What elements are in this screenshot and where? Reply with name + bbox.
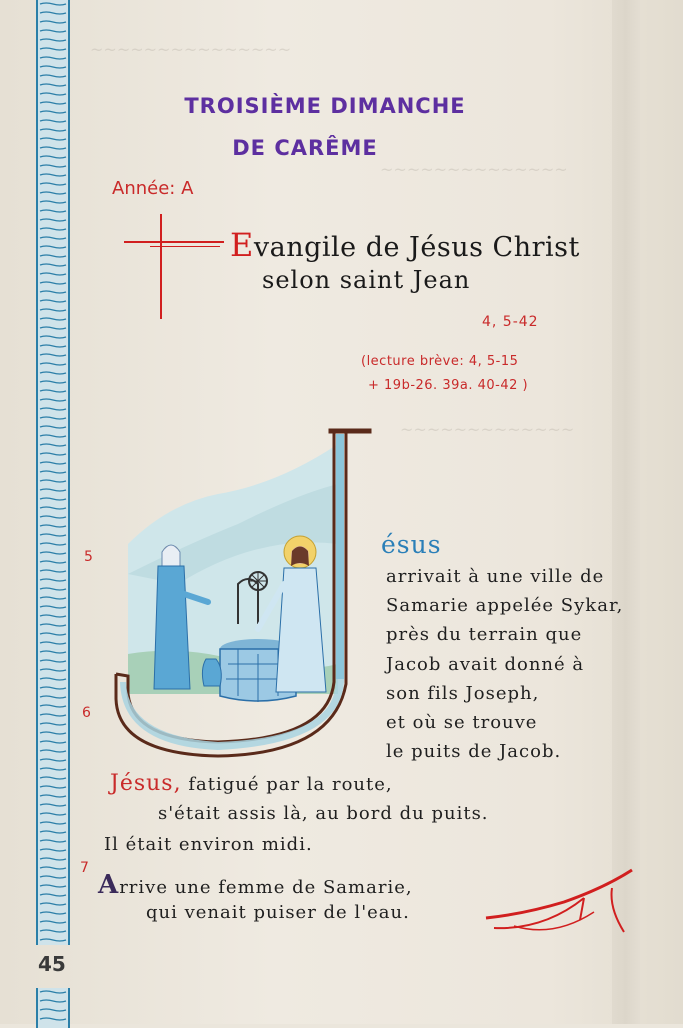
wave-line xyxy=(40,219,66,221)
wave-line xyxy=(40,894,66,896)
paragraph2-line1-text: fatigué par la route, xyxy=(181,774,393,795)
text-line-6: et où se trouve xyxy=(386,712,538,733)
wave-line xyxy=(40,390,66,392)
wave-line xyxy=(40,1009,66,1011)
red-flourish-ornament xyxy=(484,868,634,940)
wave-line xyxy=(40,480,66,482)
wave-line xyxy=(40,759,66,761)
wave-line xyxy=(40,723,66,725)
wave-line xyxy=(40,831,66,833)
wave-line xyxy=(40,372,66,374)
paragraph3-line1-text: rrive une femme de Samarie, xyxy=(119,877,413,898)
wave-line xyxy=(40,237,66,239)
page-number: 45 xyxy=(38,952,66,976)
wave-line xyxy=(40,678,66,680)
wave-line xyxy=(40,597,66,599)
wave-line xyxy=(40,606,66,608)
wave-line xyxy=(40,183,66,185)
wave-line xyxy=(40,813,66,815)
wave-line xyxy=(40,669,66,671)
paragraph2-initial: Jésus, xyxy=(110,771,182,796)
wave-line xyxy=(40,687,66,689)
bleed-through-text: ~~~~~~~~~~~~~ xyxy=(400,420,575,439)
wave-line xyxy=(40,363,66,365)
wave-line xyxy=(40,462,66,464)
short-reading-line2: + 19b-26. 39a. 40-42 ) xyxy=(368,378,529,393)
verse-number-7: 7 xyxy=(80,860,89,876)
wave-line xyxy=(40,570,66,572)
wave-line xyxy=(40,714,66,716)
scripture-reference: 4, 5-42 xyxy=(482,314,539,330)
wave-line xyxy=(40,174,66,176)
wave-line xyxy=(40,471,66,473)
wave-pattern xyxy=(38,988,68,1028)
flourish-stroke-4 xyxy=(514,912,594,930)
wave-line xyxy=(40,750,66,752)
wave-line xyxy=(40,696,66,698)
wave-line xyxy=(40,435,66,437)
wave-line xyxy=(40,939,66,941)
wave-line xyxy=(40,273,66,275)
wave-line xyxy=(40,282,66,284)
wave-line xyxy=(40,768,66,770)
text-line-1: arrivait à une ville de xyxy=(386,566,605,587)
wave-line xyxy=(40,264,66,266)
wave-line xyxy=(40,39,66,41)
wave-line xyxy=(40,561,66,563)
wave-line xyxy=(40,786,66,788)
paragraph2-line3: Il était environ midi. xyxy=(104,834,313,855)
wave-line xyxy=(40,21,66,23)
paragraph3-initial: A xyxy=(98,870,120,900)
wave-line xyxy=(40,30,66,32)
wave-line xyxy=(40,408,66,410)
wave-line xyxy=(40,318,66,320)
wave-line xyxy=(40,777,66,779)
wave-line xyxy=(40,991,66,993)
verse-number-5: 5 xyxy=(84,549,93,565)
wave-line xyxy=(40,876,66,878)
text-line-7: le puits de Jacob. xyxy=(386,741,562,762)
wave-line xyxy=(40,849,66,851)
short-reading-line1: (lecture brève: 4, 5-15 xyxy=(361,354,519,369)
wave-line xyxy=(40,300,66,302)
jesus-heading-word: ésus xyxy=(381,530,442,559)
wave-line xyxy=(40,3,66,5)
wave-line xyxy=(40,57,66,59)
wave-line xyxy=(40,453,66,455)
wave-line xyxy=(40,930,66,932)
wave-line xyxy=(40,417,66,419)
sunday-title-line2: DE CARÊME xyxy=(232,136,378,160)
paragraph2-line1 xyxy=(110,771,393,796)
flourish-stroke-1 xyxy=(486,870,632,918)
text-line-5: son fils Joseph, xyxy=(386,683,540,704)
wave-line xyxy=(40,489,66,491)
wave-line xyxy=(40,552,66,554)
wave-line xyxy=(40,48,66,50)
wave-line xyxy=(40,705,66,707)
wave-line xyxy=(40,246,66,248)
wave-line xyxy=(40,507,66,509)
decorative-blue-border-bottom xyxy=(36,988,70,1028)
wave-line xyxy=(40,633,66,635)
wave-line xyxy=(40,912,66,914)
wave-line xyxy=(40,66,66,68)
wave-line xyxy=(40,129,66,131)
woman-robe xyxy=(154,566,190,689)
text-line-4: Jacob avait donné à xyxy=(386,654,585,675)
wave-line xyxy=(40,1018,66,1020)
water-jar xyxy=(202,659,221,686)
wave-line xyxy=(40,336,66,338)
wave-line xyxy=(40,858,66,860)
wave-line xyxy=(40,201,66,203)
woman-veil xyxy=(162,545,180,566)
wave-line xyxy=(40,381,66,383)
verse-number-6: 6 xyxy=(82,705,91,721)
text-line-3: près du terrain que xyxy=(386,624,583,645)
gospel-heading-line2: selon saint Jean xyxy=(262,266,471,294)
wave-line xyxy=(40,660,66,662)
wave-line xyxy=(40,588,66,590)
wave-line xyxy=(40,291,66,293)
wave-line xyxy=(40,804,66,806)
wave-line xyxy=(40,345,66,347)
wave-line xyxy=(40,228,66,230)
wave-line xyxy=(40,741,66,743)
wave-line xyxy=(40,84,66,86)
wave-line xyxy=(40,840,66,842)
wave-line xyxy=(40,444,66,446)
wave-line xyxy=(40,120,66,122)
wave-line xyxy=(40,822,66,824)
bleed-through-text: ~~~~~~~~~~~~~~~ xyxy=(90,40,292,59)
wave-line xyxy=(40,309,66,311)
wave-line xyxy=(40,1000,66,1002)
wave-line xyxy=(40,642,66,644)
gospel-heading-rest: vangile de Jésus Christ xyxy=(253,232,580,263)
red-cross-icon xyxy=(160,214,162,319)
wave-line xyxy=(40,516,66,518)
wave-line xyxy=(40,426,66,428)
text-line-2: Samarie appelée Sykar, xyxy=(386,595,624,616)
wave-line xyxy=(40,255,66,257)
sunday-title-line1: TROISIÈME DIMANCHE xyxy=(184,94,466,118)
gospel-initial: E xyxy=(230,226,254,264)
paragraph3-line1 xyxy=(98,870,413,900)
letter-j-stem xyxy=(336,434,344,679)
wave-line xyxy=(40,75,66,77)
wave-line xyxy=(40,399,66,401)
illuminated-initial-j xyxy=(108,424,378,764)
wave-line xyxy=(40,525,66,527)
wave-line xyxy=(40,921,66,923)
red-cross-bar-2 xyxy=(150,246,220,247)
wave-line xyxy=(40,867,66,869)
wave-line xyxy=(40,579,66,581)
wave-line xyxy=(40,12,66,14)
wave-line xyxy=(40,885,66,887)
wave-line xyxy=(40,354,66,356)
wave-line xyxy=(40,210,66,212)
wave-line xyxy=(40,651,66,653)
wave-line xyxy=(40,615,66,617)
wave-line xyxy=(40,165,66,167)
gospel-heading xyxy=(230,226,580,264)
wave-line xyxy=(40,534,66,536)
liturgical-year: Année: A xyxy=(112,178,194,199)
wave-line xyxy=(40,498,66,500)
wave-line xyxy=(40,795,66,797)
wave-line xyxy=(40,624,66,626)
wave-line xyxy=(40,732,66,734)
paragraph3-line2: qui venait puiser de l'eau. xyxy=(146,902,410,923)
wave-line xyxy=(40,543,66,545)
paragraph2-line2: s'était assis là, au bord du puits. xyxy=(158,803,489,824)
wave-line xyxy=(40,903,66,905)
wave-line xyxy=(40,327,66,329)
wave-line xyxy=(40,192,66,194)
red-cross-bar xyxy=(124,241,224,243)
bleed-through-text: ~~~~~~~~~~~~~~ xyxy=(380,160,568,179)
